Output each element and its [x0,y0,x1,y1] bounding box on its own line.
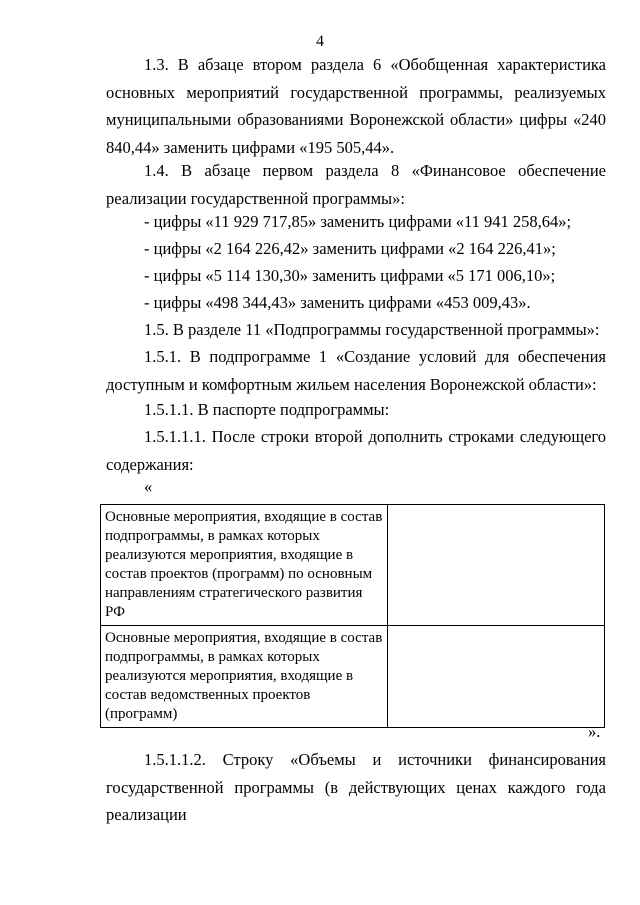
table-cell: Основные мероприятия, входящие в состав подпрограммы, в рамках которых реализуются мероприятия, входящие в состав проектов (программ) по основным направлениям стратегического развития РФ [101,505,388,626]
list-item: - цифры «498 344,43» заменить цифрами «453 009,43». [144,293,531,312]
page-number: 4 [316,33,324,50]
list-item: - цифры «5 114 130,30» заменить цифрами «5 171 006,10»; [144,266,556,285]
paragraph-1-5-1: 1.5.1. В подпрограмме 1 «Создание условий для обеспечения доступным и комфортным жильем населения Воронежской области»: [106,347,606,394]
list-item: - цифры «11 929 717,85» заменить цифрами «11 941 258,64»; [144,212,572,231]
open-quote: « [144,477,153,496]
table-row [101,505,605,626]
list-item: - цифры «2 164 226,42» заменить цифрами «2 164 226,41»; [144,239,556,258]
empty-cell [388,505,605,626]
table-cell: Основные мероприятия, входящие в состав подпрограммы, в рамках которых реализуются мероприятия, входящие в состав ведомственных проектов (программ) [101,626,388,728]
close-quote: ». [588,722,601,741]
paragraph-1-3: 1.3. В абзаце втором раздела 6 «Обобщенная характеристика основных мероприятий государственной программы, реализуемых муниципальными образованиями Воронежской области» цифры «240 840,44» заменить цифрами «195 505,44». [106,55,606,157]
inserted-rows-table [100,504,605,728]
empty-cell [388,626,605,728]
paragraph-1-5-1-1-1: 1.5.1.1.1. После строки второй дополнить строками следующего содержания: [106,427,606,474]
paragraph-1-5-1-1-2: 1.5.1.1.2. Строку «Объемы и источники финансирования государственной программы (в действующих ценах каждого года реализации [106,750,606,824]
table-row [101,626,605,728]
paragraph-1-5: 1.5. В разделе 11 «Подпрограммы государственной программы»: [144,320,600,339]
paragraph-1-5-1-1: 1.5.1.1. В паспорте подпрограммы: [144,400,390,419]
paragraph-1-4: 1.4. В абзаце первом раздела 8 «Финансовое обеспечение реализации государственной программы»: [106,161,606,208]
